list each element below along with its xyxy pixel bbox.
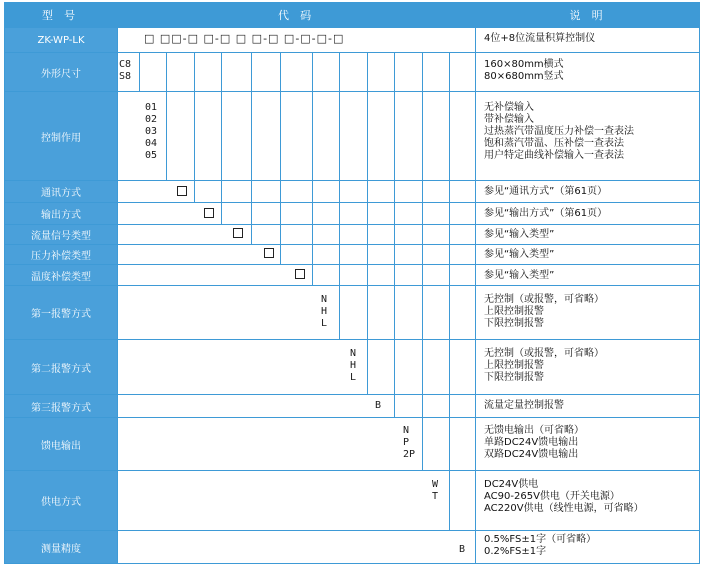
option-code: P — [403, 437, 410, 448]
row-label-dimension: 外形尺寸 — [5, 53, 117, 91]
description-line: 80×680mm竖式 — [484, 71, 564, 82]
row-label-power: 供电方式 — [5, 471, 117, 530]
description-line: 上限控制报警 — [484, 360, 544, 371]
row-label-accuracy: 测量精度 — [5, 531, 117, 563]
option-code: H — [321, 306, 328, 317]
description-line: 无补偿输入 — [484, 102, 534, 113]
description-line: 双路DC24V馈电输出 — [484, 449, 579, 460]
code-placeholder-box — [177, 186, 187, 196]
code-placeholder-box — [233, 228, 243, 238]
stair-line — [221, 52, 222, 225]
code-placeholder-box — [295, 269, 305, 279]
description-line: 用户特定曲线补偿输入一查表法 — [484, 150, 624, 161]
row-line — [4, 244, 700, 245]
description-line: 参见“输入类型” — [484, 270, 555, 281]
option-code: 2P — [403, 449, 416, 460]
description-line: AC220V供电（线性电源，可省略） — [484, 503, 644, 514]
stair-line — [449, 52, 450, 531]
option-code: 04 — [145, 138, 158, 149]
model-description: 4位+8位流量积算控制仪 — [484, 33, 596, 44]
description-line: 参见“输入类型” — [484, 249, 555, 260]
row-label-flow-signal: 流量信号类型 — [5, 225, 117, 244]
row-label-control: 控制作用 — [5, 92, 117, 180]
option-code: 02 — [145, 114, 158, 125]
option-code: L — [321, 318, 328, 329]
row-line — [4, 224, 700, 225]
row-label-pressure: 压力补偿类型 — [5, 245, 117, 264]
option-code: N — [321, 294, 328, 305]
option-code: N — [403, 425, 410, 436]
row-line — [4, 91, 700, 92]
row-label-temperature: 温度补偿类型 — [5, 265, 117, 285]
description-line: 流量定量控制报警 — [484, 400, 564, 411]
stair-line — [139, 52, 140, 92]
row-line — [4, 339, 700, 340]
stair-line — [367, 52, 368, 395]
stair-line — [394, 52, 395, 418]
stair-line — [422, 52, 423, 471]
row-label-alarm2: 第二报警方式 — [5, 340, 117, 394]
model-label: ZK-WP-LK — [5, 28, 117, 52]
description-line: 参见“输入类型” — [484, 229, 555, 240]
option-code: 03 — [145, 126, 158, 137]
header-model: 型 号 — [4, 2, 117, 27]
row-label-alarm1: 第一报警方式 — [5, 286, 117, 339]
description-line: DC24V供电 — [484, 479, 539, 490]
option-code: N — [350, 348, 357, 359]
header-code: 代 码 — [117, 2, 476, 27]
description-line: 160×80mm横式 — [484, 59, 564, 70]
row-line — [4, 202, 700, 203]
stair-line — [166, 52, 167, 181]
description-line: 0.2%FS±1字 — [484, 546, 547, 557]
description-line: 单路DC24V馈电输出 — [484, 437, 579, 448]
option-code: W — [432, 479, 439, 490]
col-sep-code — [475, 27, 476, 564]
row-line — [4, 417, 700, 418]
row-line — [4, 394, 700, 395]
row-label-comm: 通讯方式 — [5, 181, 117, 202]
row-line — [4, 470, 700, 471]
option-code: B — [375, 400, 382, 411]
description-line: 过热蒸汽带温度压力补偿一查表法 — [484, 126, 634, 137]
row-line — [4, 52, 700, 53]
description-line: 下限控制报警 — [484, 372, 544, 383]
table-border-right — [699, 2, 700, 564]
row-line — [4, 530, 700, 531]
option-code: C8 — [119, 59, 132, 70]
stair-line — [194, 52, 195, 203]
code-placeholder-box — [264, 248, 274, 258]
description-line: 0.5%FS±1字（可省略） — [484, 534, 597, 545]
table-border-bottom — [4, 563, 700, 564]
option-code: T — [432, 491, 439, 502]
description-line: 无控制（或报警，可省略） — [484, 348, 604, 359]
code-pattern: □ □□-□ □-□ □ □-□ □-□-□-□ — [144, 32, 345, 45]
option-code: L — [350, 372, 357, 383]
description-line: 带补偿输入 — [484, 114, 534, 125]
description-line: AC90-265V供电（开关电源） — [484, 491, 620, 502]
selection-table — [4, 2, 700, 564]
col-sep-label — [117, 27, 118, 564]
code-placeholder-box — [204, 208, 214, 218]
stair-line — [251, 52, 252, 245]
description-line: 上限控制报警 — [484, 306, 544, 317]
stair-line — [312, 52, 313, 286]
row-line — [4, 264, 700, 265]
option-code: 01 — [145, 102, 158, 113]
stair-line — [339, 52, 340, 340]
stair-line — [280, 52, 281, 265]
row-line — [4, 180, 700, 181]
option-code: 05 — [145, 150, 158, 161]
option-code: B — [459, 544, 466, 555]
description-line: 参见“通讯方式”（第61页） — [484, 186, 608, 197]
description-line: 参见“输出方式”（第61页） — [484, 208, 608, 219]
row-label-feed: 馈电输出 — [5, 418, 117, 470]
header-description: 说 明 — [476, 2, 700, 27]
row-line — [4, 27, 700, 28]
description-line: 无控制（或报警，可省略） — [484, 294, 604, 305]
option-code: H — [350, 360, 357, 371]
option-code: S8 — [119, 71, 132, 82]
description-line: 无馈电输出（可省略） — [484, 425, 584, 436]
description-line: 下限控制报警 — [484, 318, 544, 329]
row-label-output: 输出方式 — [5, 203, 117, 224]
row-label-alarm3: 第三报警方式 — [5, 395, 117, 417]
description-line: 饱和蒸汽带温、压补偿一查表法 — [484, 138, 624, 149]
row-line — [4, 285, 700, 286]
